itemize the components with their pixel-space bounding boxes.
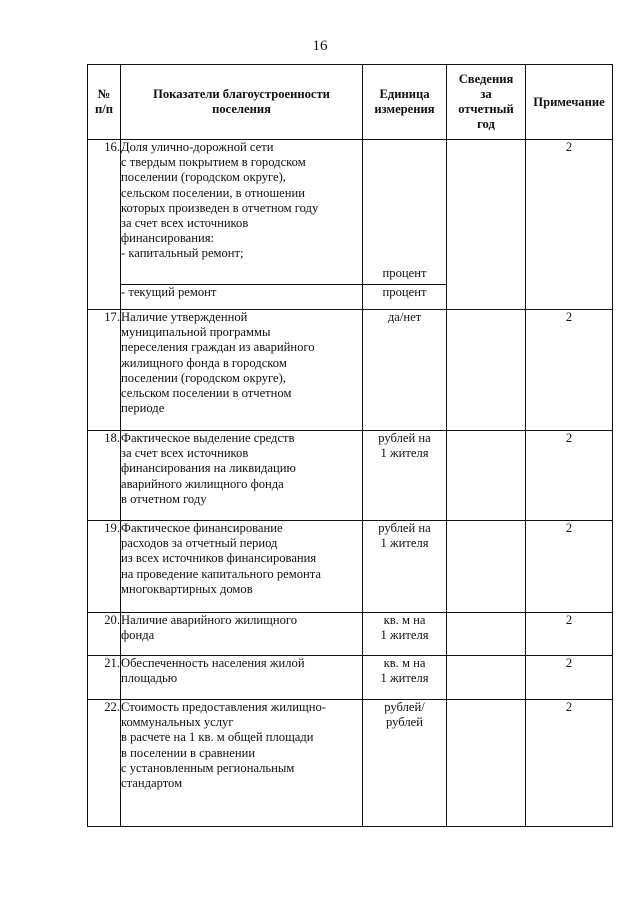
- header-data: Сведения за отчетный год: [447, 65, 526, 140]
- table-row: [88, 521, 613, 613]
- table-row: [88, 140, 613, 285]
- row-indicator: Стоимость предоставления жилищно- коммунальных услуг в расчете на 1 кв. м общей площади в поселении в сравнении с установленным региональным стандартом: [121, 700, 363, 827]
- indicators-table: [87, 64, 613, 827]
- row-note: 2: [526, 656, 613, 700]
- row-indicator: Доля улично-дорожной сети с твердым покрытием в городском поселении (городском округе), сельском поселении, в отношении которых произведен в отчетном году за счет всех источников финансирования: - капитальный ремонт;: [121, 140, 363, 285]
- row-data: [447, 613, 526, 656]
- row-data: [447, 700, 526, 827]
- row-unit: кв. м на 1 жителя: [363, 613, 447, 656]
- row-indicator: Наличие утвержденной муниципальной программы переселения граждан из аварийного жилищного фонда в городском поселении (городском округе), сельском поселении в отчетном периоде: [121, 310, 363, 431]
- row-indicator: Фактическое выделение средств за счет всех источников финансирования на ликвидацию аварийного жилищного фонда в отчетном году: [121, 431, 363, 521]
- row-data: [447, 310, 526, 431]
- row-num: 19.: [88, 521, 121, 613]
- header-num: № п/п: [88, 65, 121, 140]
- row-indicator: Фактическое финансирование расходов за отчетный период из всех источников финансирования на проведение капитального ремонта многоквартирных домов: [121, 521, 363, 613]
- header-unit: Единица измерения: [363, 65, 447, 140]
- row-num: 18.: [88, 431, 121, 521]
- row-sub-unit: процент: [363, 285, 447, 310]
- row-unit: рублей/ рублей: [363, 700, 447, 827]
- row-note: 2: [526, 140, 613, 310]
- row-unit: рублей на 1 жителя: [363, 521, 447, 613]
- row-note: 2: [526, 700, 613, 827]
- header-indicator: Показатели благоустроенности поселения: [121, 65, 363, 140]
- row-data: [447, 431, 526, 521]
- row-num: 16.: [88, 140, 121, 310]
- row-num: 20.: [88, 613, 121, 656]
- table-row: [88, 700, 613, 827]
- row-unit: да/нет: [363, 310, 447, 431]
- row-num: 22.: [88, 700, 121, 827]
- row-sub-indicator: - текущий ремонт: [121, 285, 363, 310]
- row-note: 2: [526, 431, 613, 521]
- row-data: [447, 140, 526, 310]
- table-row: [88, 656, 613, 700]
- table-row: [88, 613, 613, 656]
- row-note: 2: [526, 613, 613, 656]
- row-data: [447, 656, 526, 700]
- header-note: Примечание: [526, 65, 613, 140]
- row-unit: рублей на 1 жителя: [363, 431, 447, 521]
- row-data: [447, 521, 526, 613]
- row-unit: процент: [363, 140, 447, 285]
- table-header-row: [88, 65, 613, 140]
- row-indicator: Наличие аварийного жилищного фонда: [121, 613, 363, 656]
- row-note: 2: [526, 521, 613, 613]
- row-unit: кв. м на 1 жителя: [363, 656, 447, 700]
- page-number: 16: [312, 38, 328, 54]
- table-row: [88, 431, 613, 521]
- row-note: 2: [526, 310, 613, 431]
- row-num: 17.: [88, 310, 121, 431]
- row-indicator: Обеспеченность населения жилой площадью: [121, 656, 363, 700]
- row-num: 21.: [88, 656, 121, 700]
- table-row: [88, 310, 613, 431]
